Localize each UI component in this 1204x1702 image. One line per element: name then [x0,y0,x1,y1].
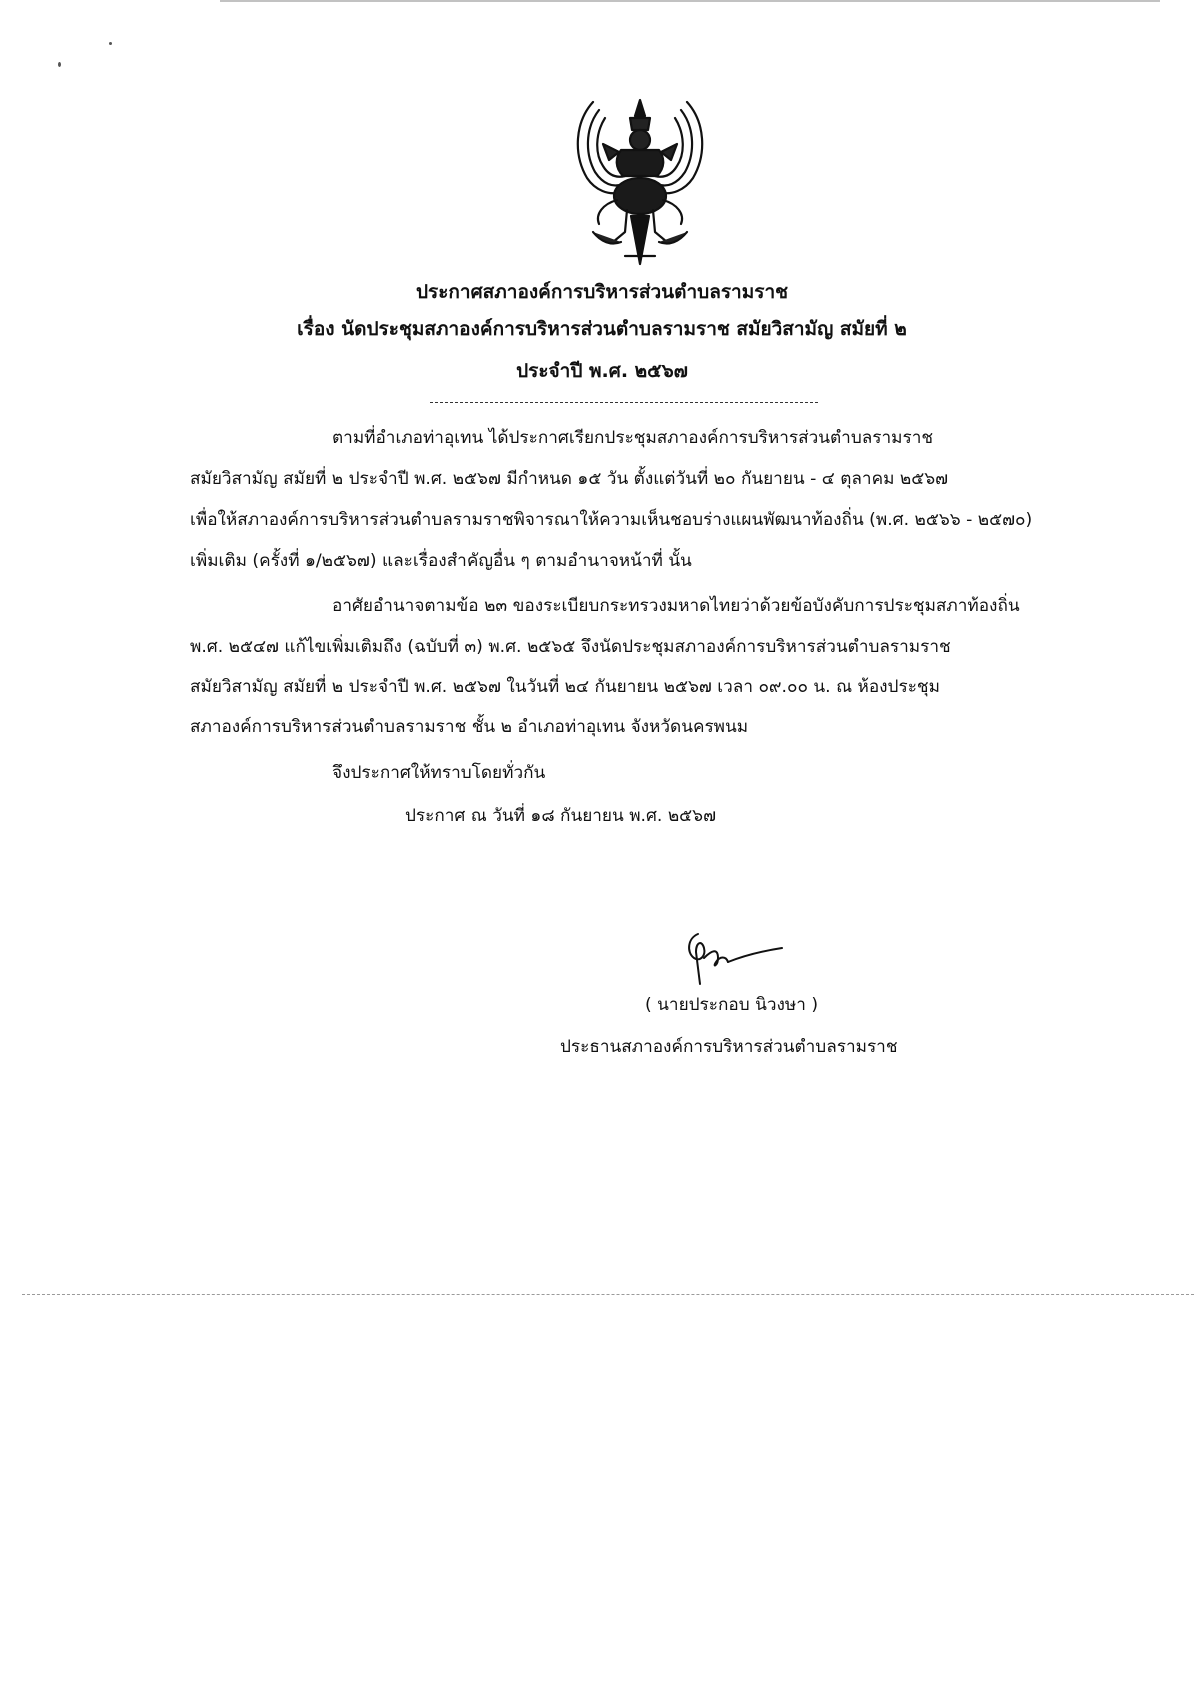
paragraph-2-line-1: อาศัยอำนาจตามข้อ ๒๓ ของระเบียบกระทรวงมหาดไทยว่าด้วยข้อบังคับการประชุมสภาท้องถิ่น [332,596,1020,616]
announcement-subject: เรื่อง นัดประชุมสภาองค์การบริหารส่วนตำบลรามราช สมัยวิสามัญ สมัยที่ ๒ [297,318,907,340]
garuda-emblem-icon [565,92,715,270]
announcement-title: ประกาศสภาองค์การบริหารส่วนตำบลรามราช [415,281,789,303]
paragraph-2-line-3: สมัยวิสามัญ สมัยที่ ๒ ประจำปี พ.ศ. ๒๕๖๗ ในวันที่ ๒๔ กันยายน ๒๕๖๗ เวลา ๐๙.๐๐ น. ณ ห้องประชุม [190,677,940,697]
signature-icon [676,928,786,990]
paragraph-2-line-4: สภาองค์การบริหารส่วนตำบลรามราช ชั้น ๒ อำเภอท่าอุเทน จังหวัดนครพนม [190,717,749,737]
paragraph-1-line-4: เพิ่มเติม (ครั้งที่ ๑/๒๕๖๗) และเรื่องสำคัญอื่น ๆ ตามอำนาจหน้าที่ นั้น [190,551,692,571]
scan-speck [58,62,61,67]
scan-edge-line [220,0,1160,2]
paragraph-2-line-2: พ.ศ. ๒๕๔๗ แก้ไขเพิ่มเติมถึง (ฉบับที่ ๓) พ.ศ. ๒๕๖๕ จึงนัดประชุมสภาองค์การบริหารส่วนตำบลรามราช [190,637,951,657]
announcement-year: ประจำปี พ.ศ. ๒๕๖๗ [516,360,688,382]
paragraph-1-line-2: สมัยวิสามัญ สมัยที่ ๒ ประจำปี พ.ศ. ๒๕๖๗ มีกำหนด ๑๕ วัน ตั้งแต่วันที่ ๒๐ กันยายน - ๔ ตุลาคม ๒๕๖๗ [190,469,949,489]
paragraph-1-line-1: ตามที่อำเภอท่าอุเทน ได้ประกาศเรียกประชุมสภาองค์การบริหารส่วนตำบลรามราช [332,428,934,448]
scan-fold-line [22,1294,1194,1295]
signer-title: ประธานสภาองค์การบริหารส่วนตำบลรามราช [560,1037,898,1057]
title-separator [430,402,818,403]
closing-statement: จึงประกาศให้ทราบโดยทั่วกัน [332,763,546,783]
scan-speck [109,42,112,45]
announcement-date: ประกาศ ณ วันที่ ๑๘ กันยายน พ.ศ. ๒๕๖๗ [405,806,717,826]
signer-name: ( นายประกอบ นิวงษา ) [645,995,819,1015]
paragraph-1-line-3: เพื่อให้สภาองค์การบริหารส่วนตำบลรามราชพิจารณาให้ความเห็นชอบร่างแผนพัฒนาท้องถิ่น (พ.ศ. ๒๕๖๖ - ๒๕๗๐) [190,510,1033,530]
